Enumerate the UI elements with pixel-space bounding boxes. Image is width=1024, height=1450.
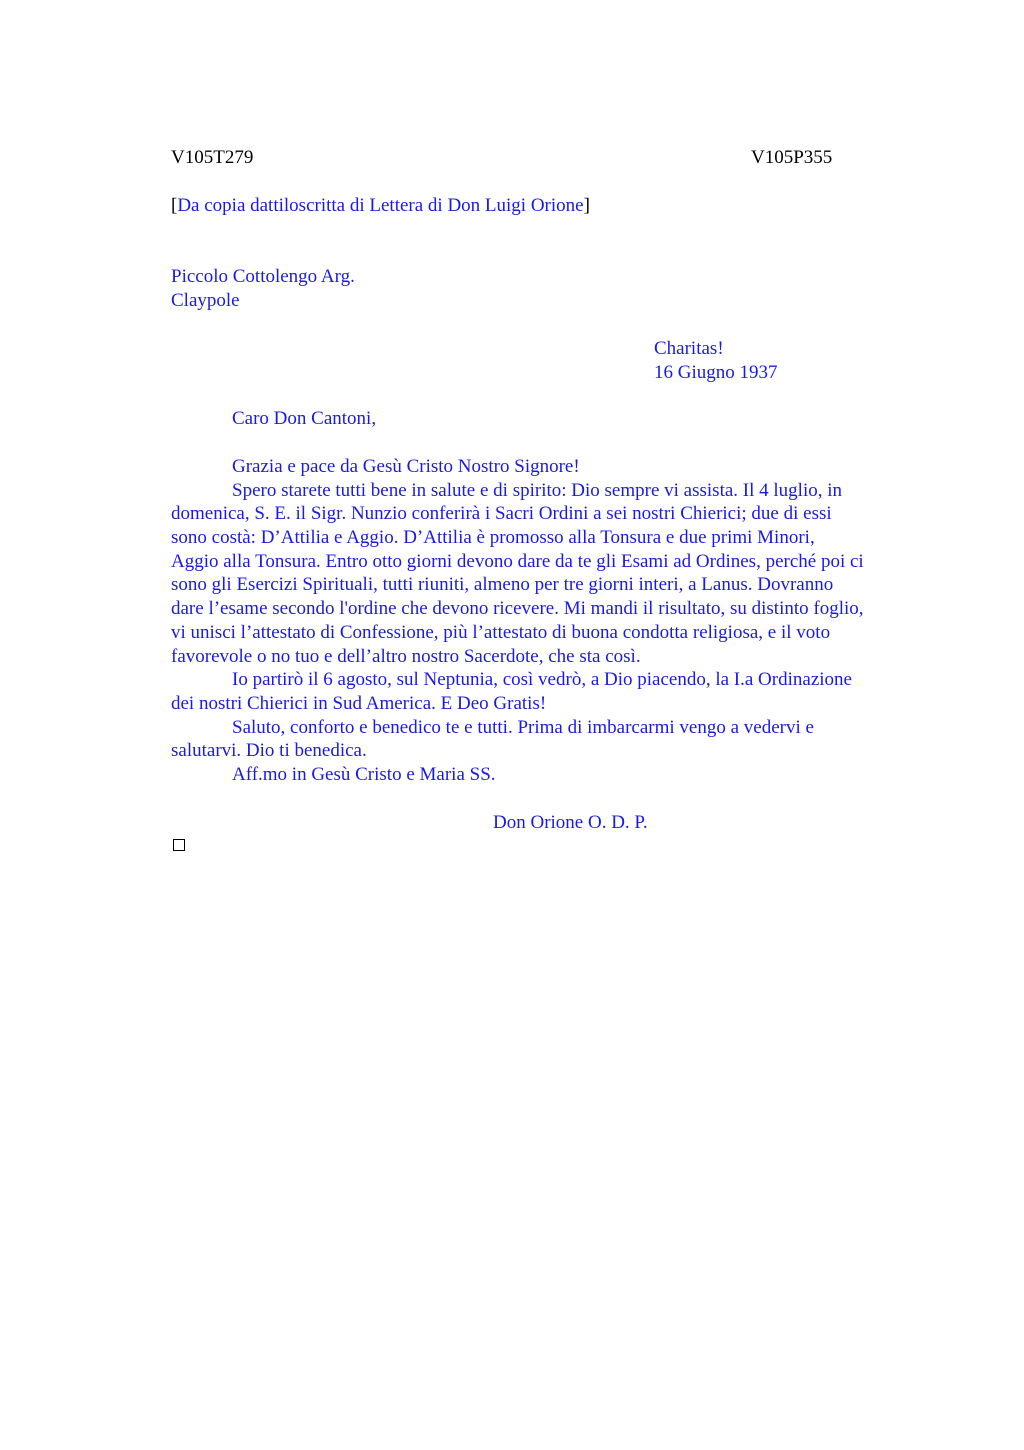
body-line: Grazia e pace da Gesù Cristo Nostro Signore! — [232, 456, 580, 477]
body-line: Aff.mo in Gesù Cristo e Maria SS. — [232, 763, 496, 785]
body-line: dare l’esame secondo l'ordine che devono ricevere. Mi mandi il risultato, su distinto foglio, — [171, 598, 864, 620]
body-line: Saluto, conforto e benedico te e tutti. Prima di imbarcarmi vengo a vedervi e — [232, 716, 814, 738]
body-line: salutarvi. Dio ti benedica. — [171, 740, 367, 762]
body-line: sono costà: D’Attilia e Aggio. D’Attilia è promosso alla Tonsura e due primi Minori, — [171, 527, 815, 549]
signature: Don Orione O. D. P. — [493, 812, 648, 833]
source-note — [171, 194, 590, 218]
source-bracket-close: ] — [583, 195, 590, 216]
dateline-block — [654, 337, 778, 384]
addressee-line: Claypole — [171, 289, 240, 311]
body-line: Aggio alla Tonsura. Entro otto giorni devono dare da te gli Esami ad Ordines, perché poi ci — [171, 550, 864, 572]
body-line: domenica, S. E. il Sigr. Nunzio conferirà i Sacri Ordini a sei nostri Chierici; due di essi — [171, 503, 832, 525]
source-text: Da copia dattiloscritta di Lettera di Don Luigi Orione — [177, 195, 584, 216]
body-line: sono gli Esercizi Spirituali, tutti riuniti, almeno per tre giorni interi, a Lanus. Dovranno — [171, 574, 834, 596]
body-line: favorevole o no tuo e dell’altro nostro Sacerdote, che sta così. — [171, 645, 641, 667]
letter-body — [171, 455, 941, 787]
source-bracket-open: [ — [171, 195, 178, 216]
body-line: vi unisci l’attestato di Confessione, più l’attestato di buona condotta religiosa, e il voto — [171, 621, 831, 643]
body-line: Spero starete tutti bene in salute e di spirito: Dio sempre vi assista. Il 4 luglio, in — [232, 479, 843, 501]
body-line: Io partirò il 6 agosto, sul Neptunia, così vedrò, a Dio piacendo, la I.a Ordinazione — [232, 669, 852, 691]
document-code-left: V105T279 — [171, 147, 254, 168]
salutation: Caro Don Cantoni, — [232, 408, 377, 429]
addressee-block — [171, 265, 355, 312]
body-line: dei nostri Chierici in Sud America. E Deo Gratis! — [171, 692, 547, 714]
addressee-line: Piccolo Cottolengo Arg. — [171, 266, 355, 287]
motto: Charitas! — [654, 338, 724, 359]
letter-date: 16 Giugno 1937 — [654, 361, 778, 383]
end-marker-box-icon — [173, 839, 185, 851]
document-code-right: V105P355 — [751, 147, 833, 168]
